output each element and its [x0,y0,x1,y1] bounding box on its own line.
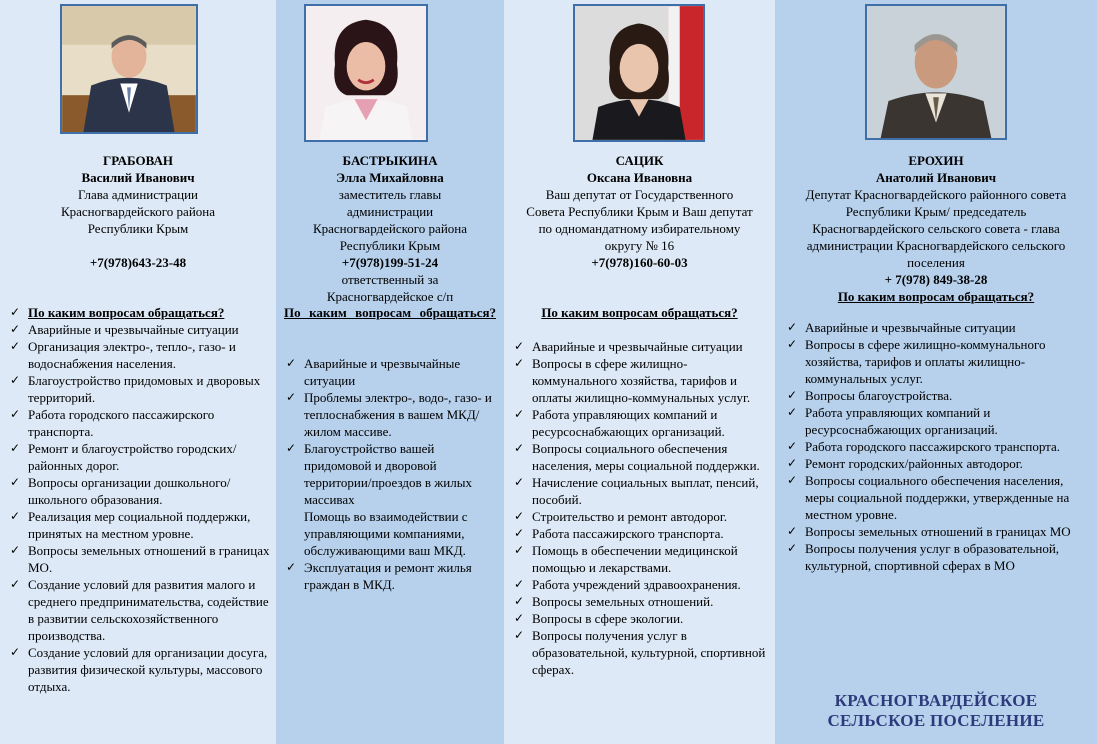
list-item: ✓ Работа городского пассажирского транспорта. [787,439,1061,454]
check-icon: ✓ [514,543,525,557]
questions-list [785,319,1093,574]
contact-column-satsik [504,0,775,744]
phone-number: +7(978)199-51-24 [341,255,439,270]
list-item: ✓ Начисление социальных выплат, пенсий, пособий. [514,475,759,507]
contact-column-grabovan [0,0,276,744]
list-item: ✓ Вопросы в сфере жилищно-коммунального хозяйства, тарифов и оплаты жилищно-коммунальных услуг. [514,356,751,405]
list-item: ✓ Вопросы получения услуг в образовательной, культурной, спортивной сферах в МО [787,541,1060,573]
list-item: ✓ Строительство и ремонт автодорог. [514,509,727,524]
position-line: Ваш депутат от Государственного [545,187,734,202]
check-icon: ✓ [10,645,21,659]
list-item: ✓ Создание условий для развития малого и среднего предпринимательства, содействие в развитии сельскохозяйственного производства. [10,577,269,643]
position-line: Совета Республики Крым и Ваш депутат [526,204,753,219]
list-item: ✓ Вопросы земельных отношений. [514,594,714,609]
check-icon: ✓ [787,337,798,351]
contact-header [276,152,504,305]
check-icon: ✓ [514,509,525,523]
list-item: ✓ Ремонт городских/районных автодорог. [787,456,1023,471]
list-item: ✓ Вопросы земельных отношений в границах МО. [10,543,270,575]
contact-header [0,152,276,271]
check-icon: ✓ [514,356,525,370]
person-name: Анатолий Иванович [875,170,997,185]
settlement-title-line: СЕЛЬСКОЕ ПОСЕЛЕНИЕ [827,711,1045,730]
check-icon: ✓ [286,441,297,455]
person-name: Оксана Ивановна [586,170,693,185]
check-icon: ✓ [10,322,21,336]
list-item: ✓ Создание условий для организации досуга, развития физической культуры, массового отдыха. [10,645,268,694]
position-line: округу № 16 [604,238,675,253]
portrait-image [575,6,703,140]
portrait-image [306,6,426,140]
check-icon: ✓ [10,407,21,421]
check-icon: ✓ [286,356,297,370]
check-icon: ✓ [10,577,21,591]
position-line: Республики Крым [339,238,441,253]
position-line: Красногвардейского сельского совета - глава [812,221,1060,236]
portrait-photo [304,4,428,142]
spacer [0,237,276,254]
check-icon: ✓ [787,456,798,470]
check-icon: ✓ [514,475,525,489]
check-icon: ✓ [286,560,297,574]
questions-heading: По каким вопросам обращаться? [28,305,225,320]
position-line: по одномандатному избирательному [538,221,741,236]
list-item: ✓ Аварийные и чрезвычайные ситуации [787,320,1016,335]
position-line: администрации [346,204,434,219]
check-icon: ✓ [787,320,798,334]
check-icon: ✓ [787,524,798,538]
check-icon: ✓ [10,475,21,489]
contact-column-bastrykina [276,0,504,744]
check-icon: ✓ [10,441,21,455]
check-icon: ✓ [514,339,525,353]
person-name: Элла Михайловна [336,170,444,185]
position-line: поселения [907,255,965,270]
list-item: ✓ Работа городского пассажирского транспорта. [10,407,215,439]
portrait-image [867,6,1005,138]
list-item: ✓ Вопросы в сфере экологии. [514,611,684,626]
check-icon: ✓ [514,628,525,642]
check-icon: ✓ [514,577,525,591]
check-icon: ✓ [787,405,798,419]
check-icon: ✓ [514,441,525,455]
portrait-photo [60,4,198,134]
portrait-image [62,6,196,132]
list-item: ✓ Аварийные и чрезвычайные ситуации [10,322,239,337]
list-item: ✓ Работа управляющих компаний и ресурсоснабжающих организаций. [514,407,725,439]
contact-column-erokhin [775,0,1097,744]
check-icon: ✓ [514,526,525,540]
list-item: ✓ Работа пассажирского транспорта. [514,526,724,541]
phone-number: +7(978)160-60-03 [591,255,688,270]
list-item: ✓ Вопросы земельных отношений в границах МО [787,524,1071,539]
list-item: ✓ Ремонт и благоустройство городских/районных дорог. [10,441,237,473]
check-icon: ✓ [10,339,21,353]
list-item: ✓ Благоустройство придомовых и дворовых территорий. [10,373,261,405]
check-icon: ✓ [787,439,798,453]
check-icon: ✓ [514,611,525,625]
portrait-photo [865,4,1007,140]
person-surname: БАСТРЫКИНА [342,153,438,168]
person-surname: ЕРОХИН [908,153,964,168]
list-item: ✓ Вопросы благоустройства. [787,388,953,403]
list-item: ✓ Вопросы социального обеспечения населения, меры социальной поддержки, утвержденные на местном уровне. [787,473,1070,522]
check-icon: ✓ [286,390,297,404]
check-icon: ✓ [10,373,21,387]
position-line: Красногвардейского района [312,221,468,236]
questions-list [284,355,496,593]
phone-number: + 7(978) 849-38-28 [884,272,988,287]
list-item: ✓ Реализация мер социальной поддержки, принятых на местном уровне. [10,509,251,541]
settlement-title [775,691,1097,731]
check-icon: ✓ [787,541,798,555]
person-surname: САЦИК [615,153,664,168]
person-name: Василий Иванович [81,170,195,185]
questions-list [8,304,270,695]
position-line: администрации Красногвардейского сельского [806,238,1066,253]
list-item: ✓ Помощь в обеспечении медицинской помощью и лекарствами. [514,543,738,575]
list-item: ✓ Работа управляющих компаний и ресурсоснабжающих организаций. [787,405,998,437]
list-item: ✓ Благоустройство вашей придомовой и дворовой территории/проездов в жилых массивах Помощь во взаимодействии с управляющими компаниями, обслуживающими ваш МКД. [286,441,472,558]
check-icon: ✓ [514,407,525,421]
check-icon: ✓ [10,543,21,557]
questions-heading-item [8,304,270,321]
position-line: заместитель главы [338,187,442,202]
portrait-photo [573,4,705,142]
check-icon: ✓ [514,594,525,608]
questions-heading: По каким вопросам обращаться? [541,305,738,320]
list-item: ✓ Аварийные и чрезвычайные ситуации [286,356,461,388]
position-line: Республики Крым/ председатель [845,204,1027,219]
position-line: Депутат Красногвардейского районного совета [805,187,1067,202]
position-line: Республики Крым [87,221,189,236]
questions-list [512,338,770,678]
sub-note: Помощь во взаимодействии с управляющими компаниями, обслуживающими ваш МКД. [304,509,468,558]
responsibility-line: ответственный за [341,272,439,287]
list-item: ✓ Эксплуатация и ремонт жилья граждан в МКД. [286,560,472,592]
person-surname: ГРАБОВАН [103,153,173,168]
check-icon: ✓ [10,305,21,319]
check-icon: ✓ [787,473,798,487]
list-item: ✓ Вопросы организации дошкольного/школьного образования. [10,475,231,507]
responsibility-line: Красногвардейское с/п [326,289,454,304]
list-item: ✓ Организация электро-, тепло-, газо- и водоснабжения населения. [10,339,236,371]
contact-header [504,152,775,271]
position-line: Красногвардейского района [60,204,216,219]
list-item: ✓ Вопросы получения услуг в образовательной, культурной, спортивной сферах. [514,628,766,677]
settlement-title-line: КРАСНОГВАРДЕЙСКОЕ [834,691,1038,710]
questions-heading: По каким вопросам обращаться? [837,289,1035,304]
list-item: ✓ Работа учреждений здравоохранения. [514,577,741,592]
check-icon: ✓ [10,509,21,523]
list-item: ✓ Вопросы в сфере жилищно-коммунального хозяйства, тарифов и оплаты жилищно-коммунальных услуг. [787,337,1046,386]
contact-header [775,152,1097,305]
list-item: ✓ Проблемы электро-, водо-, газо- и теплоснабжения в вашем МКД/жилом массиве. [286,390,492,439]
list-item: ✓ Аварийные и чрезвычайные ситуации [514,339,743,354]
list-item: ✓ Вопросы социального обеспечения населения, меры социальной поддержки. [514,441,760,473]
position-line: Глава администрации [77,187,198,202]
questions-heading: По каким вопросам обращаться? [284,305,496,320]
phone-number: +7(978)643-23-48 [89,255,187,270]
check-icon: ✓ [787,388,798,402]
